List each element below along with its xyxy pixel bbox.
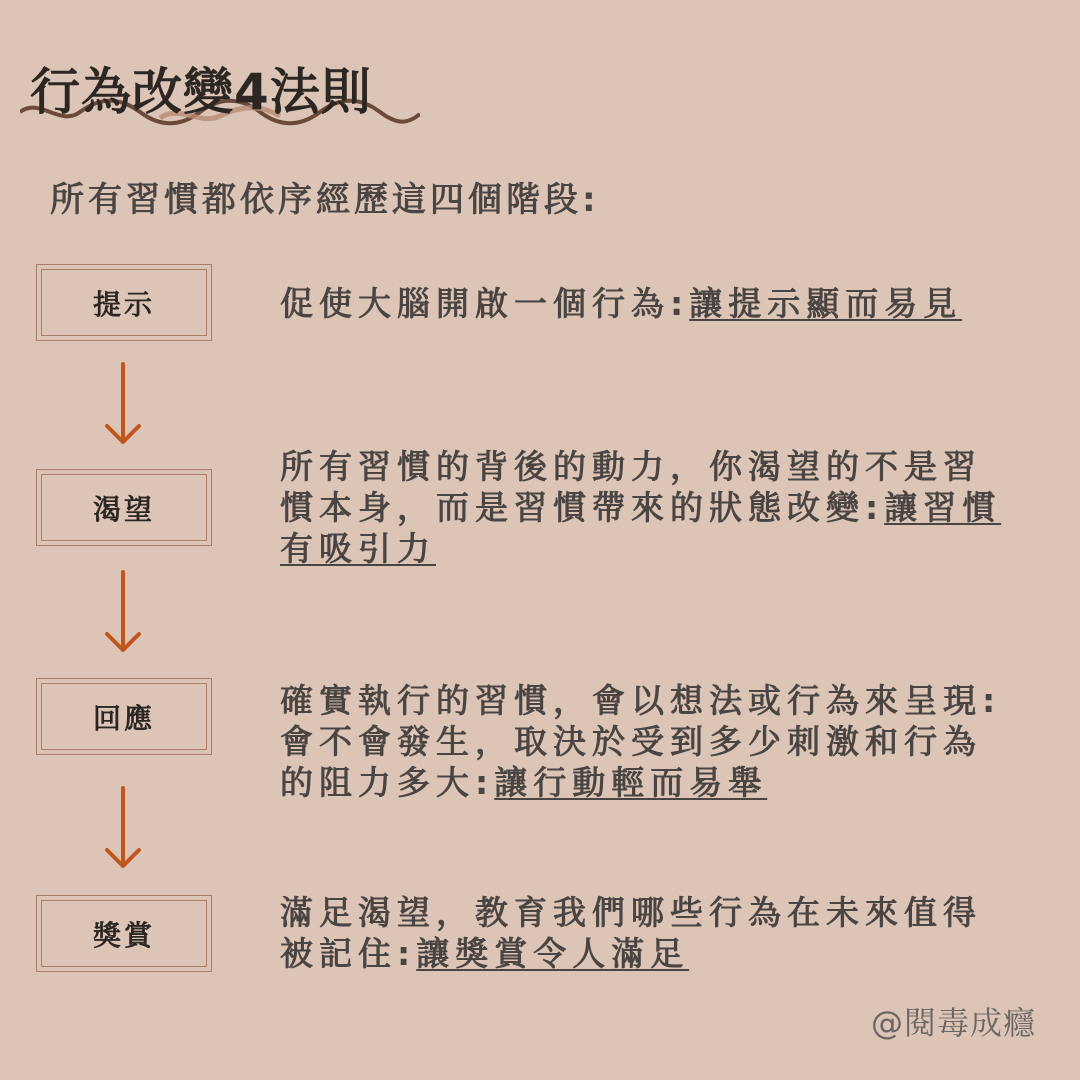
stage-label: 渴望 xyxy=(92,492,155,526)
page-title: 行為改變4法則 xyxy=(30,63,372,121)
stage-label: 回應 xyxy=(92,701,155,735)
stage-text: 促使大腦開啟一個行為: xyxy=(280,284,690,323)
stage-label: 獎賞 xyxy=(92,918,155,952)
stage-description-cue xyxy=(280,283,1020,324)
stage-box-cue xyxy=(36,264,212,341)
arrow-down-icon xyxy=(103,786,143,870)
stage-description-reward xyxy=(280,892,1020,974)
stage-text: 滿足渴望，教育我們哪些行為在未來值得被記住: xyxy=(280,893,982,973)
stage-box-reward xyxy=(36,895,212,972)
stage-rule: 讓提示顯而易見 xyxy=(689,284,963,323)
stage-description-craving xyxy=(280,446,1020,569)
stage-text: 確實執行的習慣，會以想法或行為來呈現:會不會發生，取決於受到多少刺激和行為的阻力多大: xyxy=(280,681,1002,802)
stage-box-craving xyxy=(36,469,212,546)
stage-text: 所有習慣的背後的動力，你渴望的不是習慣本身，而是習慣帶來的狀態改變: xyxy=(280,447,982,527)
intro-text: 所有習慣都依序經歷這四個階段: xyxy=(50,180,600,220)
stage-box-response xyxy=(36,678,212,755)
arrow-down-icon xyxy=(103,362,143,446)
stage-label: 提示 xyxy=(92,287,155,321)
stage-rule: 讓行動輕而易舉 xyxy=(494,763,768,802)
stage-rule: 讓習慣有吸引力 xyxy=(280,488,1002,568)
author-watermark: @閱毒成癮 xyxy=(870,1004,1036,1042)
stage-rule: 讓獎賞令人滿足 xyxy=(416,934,690,973)
arrow-down-icon xyxy=(103,570,143,654)
stage-description-response xyxy=(280,680,1020,803)
